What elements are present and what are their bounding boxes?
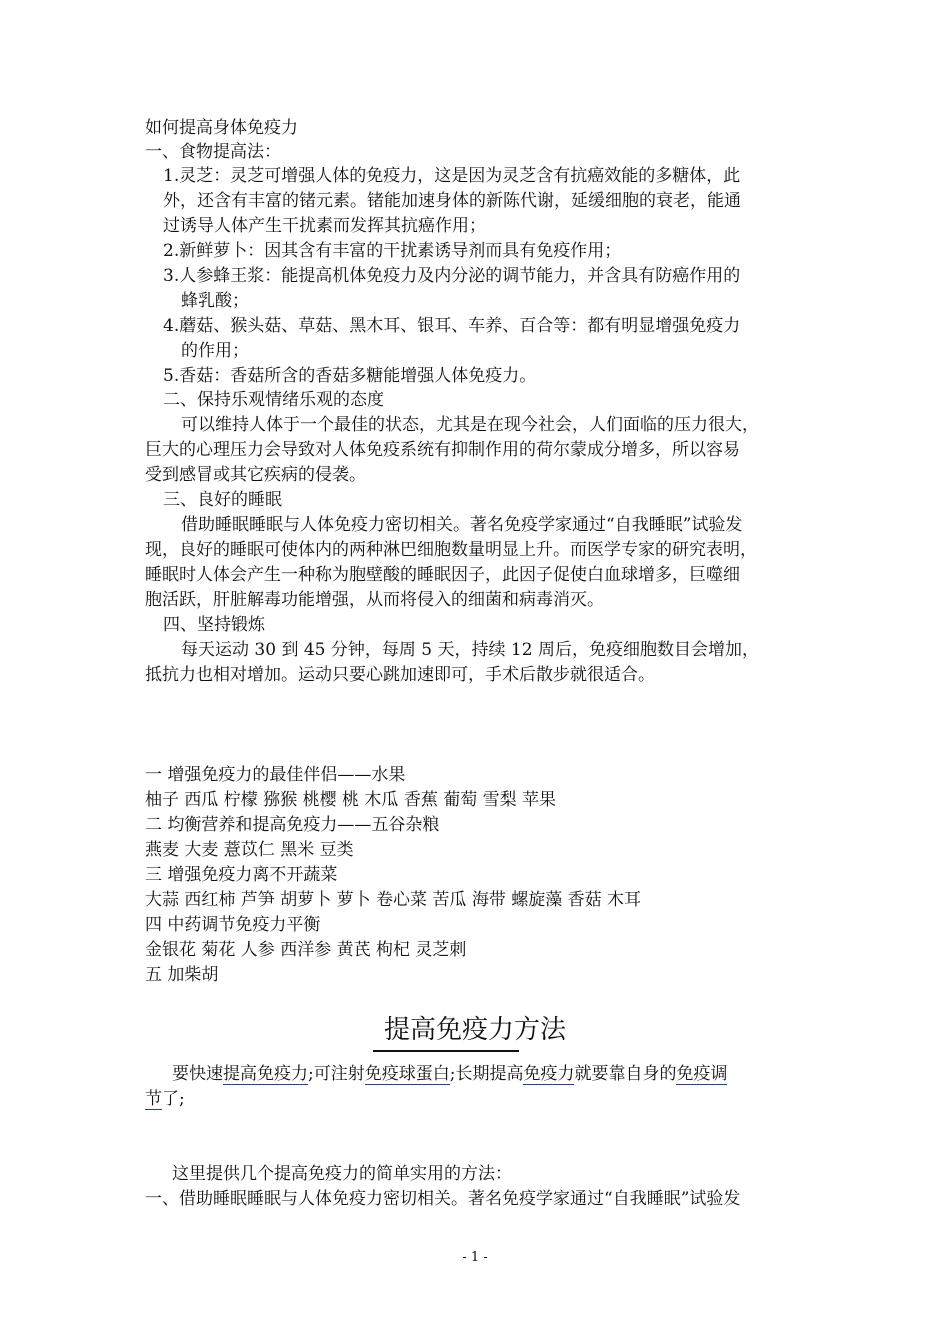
list-item-cont: 过诱导人体产生干扰素而发挥其抗癌作用； [163,216,486,236]
paragraph-line: 借助睡眠睡眠与人体免疫力密切相关。著名免疫学家通过“自我睡眠”试验发 [181,515,743,535]
paragraph-line: 每天运动 30 到 45 分钟，每周 5 天，持续 12 周后，免疫细胞数目会增加， [181,640,759,660]
text-run: 就要靠自身的 [574,1064,677,1084]
link-immune-regulation[interactable]: 免疫调 [676,1064,728,1084]
section-heading: 二、保持乐观情绪乐观的态度 [163,390,384,410]
doc-title: 如何提高身体免疫力 [145,118,298,138]
list-item-cont: 外，还含有丰富的锗元素。锗能加速身体的新陈代谢，延缓细胞的衰老，能通 [163,191,741,211]
section-heading: 四、坚持锻炼 [163,615,265,635]
list-item-cont: 的作用； [181,341,249,361]
title-underline [373,1050,519,1052]
list-item: 1.灵芝：灵芝可增强人体的免疫力，这是因为灵芝含有抗癌效能的多糖体，此 [163,166,741,186]
page-number: - 1 - [462,1250,488,1265]
text-run: ;可注射 [308,1064,365,1084]
food-list: 燕麦 大麦 薏苡仁 黑米 豆类 [145,840,354,860]
section-heading: 三、良好的睡眠 [163,490,282,510]
text-run: 了; [162,1089,185,1109]
list-item: 3.人参蜂王浆：能提高机体免疫力及内分泌的调节能力，并含具有防癌作用的 [163,266,741,286]
food-heading: 一 增强免疫力的最佳伴侣——水果 [145,765,406,785]
food-list: 大蒜 西红柿 芦笋 胡萝卜 萝卜 卷心菜 苦瓜 海带 螺旋藻 香菇 木耳 [145,890,642,910]
food-heading: 五 加柴胡 [145,965,219,985]
paragraph-line: 睡眠时人体会产生一种称为胞壁酸的睡眠因子，此因子促使白血球增多，巨噬细 [145,565,740,585]
paragraph-line: 这里提供几个提高免疫力的简单实用的方法： [172,1164,512,1184]
paragraph-line: 可以维持人体于一个最佳的状态，尤其是在现今社会，人们面临的压力很大， [181,415,759,435]
list-item: 4.蘑菇、猴头菇、草菇、黑木耳、银耳、车养、百合等：都有明显增强免疫力 [163,316,741,336]
food-heading: 二 均衡营养和提高免疫力——五谷杂粮 [145,815,440,835]
paragraph-line: 巨大的心理压力会导致对人体免疫系统有抑制作用的荷尔蒙成分增多，所以容易 [145,440,740,460]
paragraph-line: 现，良好的睡眠可使体内的两种淋巴细胞数量明显上升。而医学专家的研究表明， [145,540,757,560]
list-item: 2.新鲜萝卜：因其含有丰富的干扰素诱导剂而具有免疫作用； [163,241,622,261]
paragraph-line [145,1087,815,1111]
paragraph-line [172,1062,842,1086]
link-immune-regulation-cont[interactable]: 节 [145,1089,162,1109]
text-run: 要快速 [172,1064,223,1084]
link-immunoglobulin[interactable]: 免疫球蛋白 [364,1064,450,1084]
link-immunity[interactable]: 免疫力 [523,1064,575,1084]
link-improve-immunity[interactable]: 提高免疫力 [223,1064,308,1084]
paragraph-line: 受到感冒或其它疾病的侵袭。 [145,465,366,485]
list-item-cont: 蜂乳酸； [181,291,249,311]
food-heading: 三 增强免疫力离不开蔬菜 [145,865,338,885]
food-heading: 四 中药调节免疫力平衡 [145,915,321,935]
list-item: 5.香菇：香菇所含的香菇多糖能增强人体免疫力。 [163,366,537,386]
paragraph-line: 抵抗力也相对增加。运动只要心跳加速即可，手术后散步就很适合。 [145,665,655,685]
food-list: 柚子 西瓜 柠檬 猕猴 桃樱 桃 木瓜 香蕉 葡萄 雪梨 苹果 [145,790,557,810]
text-run: ;长期提高 [449,1064,524,1084]
paragraph-line: 一、借助睡眠睡眠与人体免疫力密切相关。著名免疫学家通过“自我睡眠”试验发 [145,1189,741,1209]
section-title: 提高免疫力方法 [383,1015,566,1045]
food-list: 金银花 菊花 人参 西洋参 黄芪 枸杞 灵芝刺 [145,940,467,960]
section-heading: 一、食物提高法： [145,142,281,162]
paragraph-line: 胞活跃，肝脏解毒功能增强，从而将侵入的细菌和病毒消灭。 [145,590,604,610]
